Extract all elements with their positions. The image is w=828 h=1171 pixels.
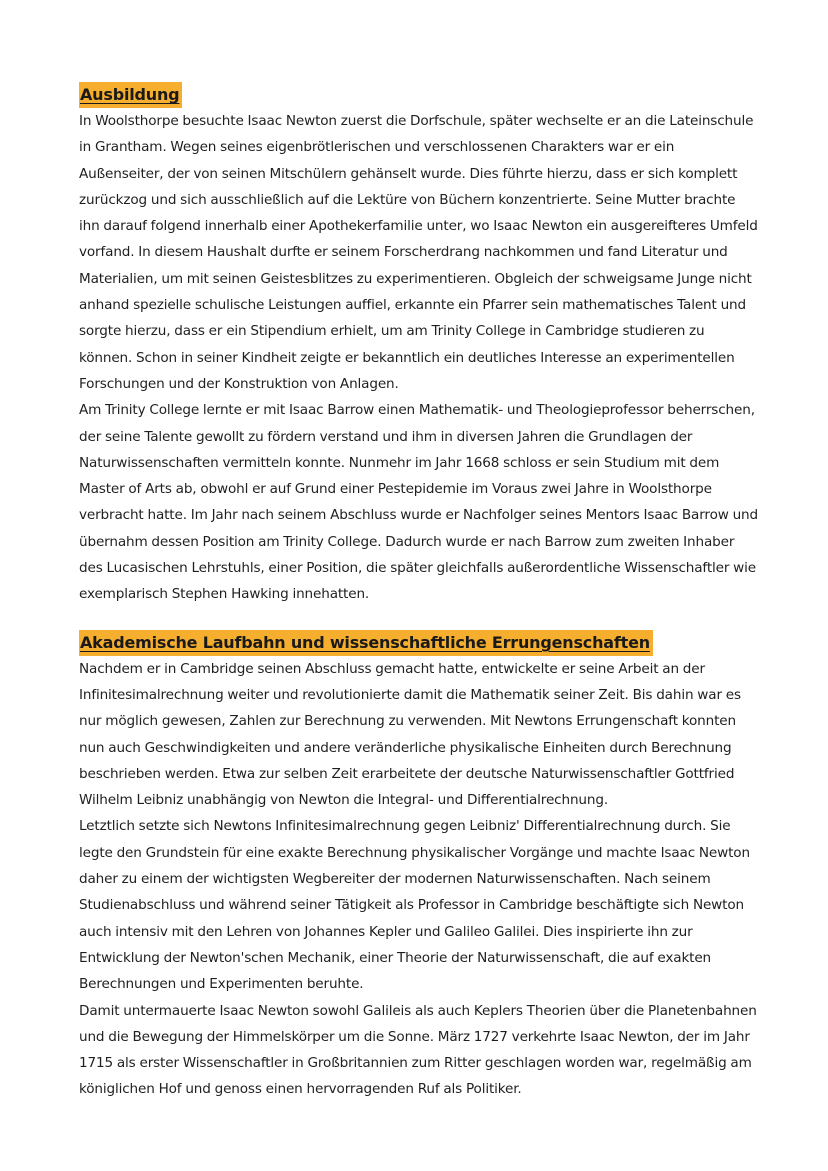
section-heading: Ausbildung xyxy=(79,82,182,108)
paragraph: Damit untermauerte Isaac Newton sowohl Galileis als auch Keplers Theorien über die Planetenbahnen und die Bewegung der Himmelskörper um die Sonne. März 1727 verkehrte Isaac Newton, der im Jahr 1715 als erster Wissenschaftler in Großbritannien zum Ritter geschlagen worden war, regelmäßig am königlichen Hof und genoss einen hervorragenden Ruf als Politiker. xyxy=(79,1002,757,1098)
document-page xyxy=(79,82,759,1103)
section-ausbildung xyxy=(79,82,759,608)
paragraph: Am Trinity College lernte er mit Isaac Barrow einen Mathematik- und Theologieprofessor beherrschen, der seine Talente gewollt zu fördern verstand und ihm in diversen Jahren die Grundlagen der Naturwissenschaften vermitteln konnte. Nunmehr im Jahr 1668 schloss er sein Studium mit dem Master of Arts ab, obwohl er auf Grund einer Pestepidemie im Voraus zwei Jahre in Woolsthorpe verbracht hatte. Im Jahr nach seinem Abschluss wurde er Nachfolger seines Mentors Isaac Barrow und übernahm dessen Position am Trinity College. Dadurch wurde er nach Barrow zum zweiten Inhaber des Lucasischen Lehrstuhls, einer Position, die später gleichfalls außerordentliche Wissenschaftler wie exemplarisch Stephen Hawking innehatten. xyxy=(79,402,758,603)
section-heading: Akademische Laufbahn und wissenschaftliche Errungenschaften xyxy=(79,630,653,656)
section-akademische-laufbahn xyxy=(79,630,759,1103)
paragraph: In Woolsthorpe besuchte Isaac Newton zuerst die Dorfschule, später wechselte er an die Lateinschule in Grantham. Wegen seines eigenbrötlerischen und verschlossenen Charakters war er ein Außenseiter, der von seinen Mitschülern gehänselt wurde. Dies führte hierzu, dass er sich komplett zurückzog und sich ausschließlich auf die Lektüre von Büchern konzentrierte. Seine Mutter brachte ihn darauf folgend innerhalb einer Apothekerfamilie unter, wo Isaac Newton ein ausgereifteres Umfeld vorfand. In diesem Haushalt durfte er seinem Forscherdrang nachkommen und fand Literatur und Materialien, um mit seinen Geistesblitzes zu experimentieren. Obgleich der schweigsame Junge nicht anhand spezielle schulische Leistungen auffiel, erkannte ein Pfarrer sein mathematisches Talent und sorgte hierzu, dass er ein Stipendium erhielt, um am Trinity College in Cambridge studieren zu können. Schon in seiner Kindheit zeigte er bekanntlich ein deutliches Interesse an experimentellen Forschungen und der Konstruktion von Anlagen. xyxy=(79,113,758,392)
paragraph: Nachdem er in Cambridge seinen Abschluss gemacht hatte, entwickelte er seine Arbeit an der Infinitesimalrechnung weiter und revolutionierte damit die Mathematik seiner Zeit. Bis dahin war es nur möglich gewesen, Zahlen zur Berechnung zu verwenden. Mit Newtons Errungenschaft konnten nun auch Geschwindigkeiten und andere veränderliche physikalische Einheiten durch Berechnung beschrieben werden. Etwa zur selben Zeit erarbeitete der deutsche Naturwissenschaftler Gottfried Wilhelm Leibniz unabhängig von Newton die Integral- und Differentialrechnung. xyxy=(79,660,741,809)
paragraph: Letztlich setzte sich Newtons Infinitesimalrechnung gegen Leibniz' Differentialrechnung durch. Sie legte den Grundstein für eine exakte Berechnung physikalischer Vorgänge und machte Isaac Newton daher zu einem der wichtigsten Wegbereiter der modernen Naturwissenschaften. Nach seinem Studienabschluss und während seiner Tätigkeit als Professor in Cambridge beschäftigte sich Newton auch intensiv mit den Lehren von Johannes Kepler und Galileo Galilei. Dies inspirierte ihn zur Entwicklung der Newton'schen Mechanik, einer Theorie der Naturwissenschaft, die auf exakten Berechnungen und Experimenten beruhte. xyxy=(79,818,750,993)
